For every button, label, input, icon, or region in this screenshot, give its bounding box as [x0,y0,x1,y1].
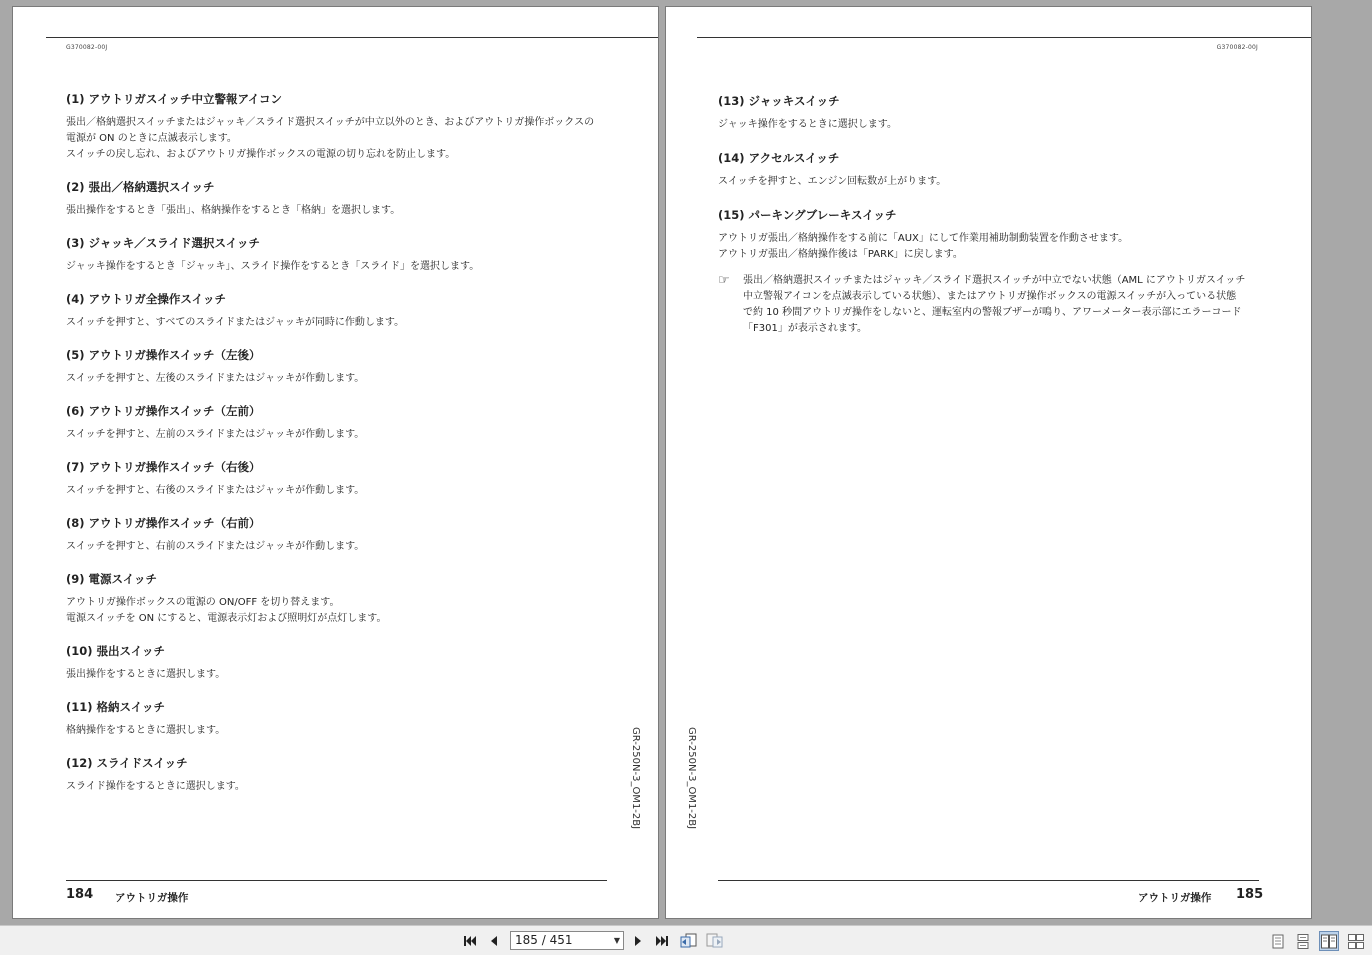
section-text: スイッチを押すと、すべてのスライドまたはジャッキが同時に作動します。 [66,317,405,328]
section-heading: (6) アウトリガ操作スイッチ（左前） [66,404,261,418]
manual-section [718,208,1245,263]
section-heading: (4) アウトリガ全操作スイッチ [66,292,226,306]
footer-rule [718,880,1259,881]
section-spacer [66,443,594,460]
section-text: 格納操作をするときに選択します。 [66,725,226,736]
section-text: アウトリガ操作ボックスの電源の ON/OFF を切り替えます。 [66,597,340,608]
section-heading: (8) アウトリガ操作スイッチ（右前） [66,516,261,530]
section-heading: (10) 張出スイッチ [66,644,166,658]
section-spacer [718,190,1245,208]
section-heading: (15) パーキングブレーキスイッチ [718,208,897,222]
section-heading: (1) アウトリガスイッチ中立警報アイコン [66,92,282,106]
page-number-field[interactable] [510,931,624,950]
viewer-toolbar [0,925,1372,955]
manual-section [66,348,594,387]
note-text: 中立警報アイコンを点滅表示している状態）、またはアウトリガ操作ボックスの電源スイッチが入っている状態 [743,291,1237,302]
manual-section [718,94,1245,133]
side-code: GR-250N-3_OM1-2BJ [686,727,697,830]
first-page-icon [463,934,477,948]
last-page-button[interactable] [652,931,672,951]
section-heading: (13) ジャッキスイッチ [718,94,840,108]
side-code: GR-250N-3_OM1-2BJ [630,727,641,830]
footer-rule [66,880,607,881]
manual-section [66,644,594,683]
section-text: スライド操作をするときに選択します。 [66,781,245,792]
section-spacer [66,275,594,292]
section-text: スイッチを押すと、右前のスライドまたはジャッキが作動します。 [66,541,365,552]
go-forward-view-icon [705,933,723,949]
manual-section [66,756,594,795]
section-spacer [718,133,1245,151]
next-page-icon [631,934,645,948]
left-page [12,6,659,919]
section-spacer [66,387,594,404]
doc-id: G370082-00J [66,44,108,51]
section-spacer [66,739,594,756]
chapter-title: アウトリガ操作 [1138,892,1212,904]
section-text: アウトリガ張出／格納操作後は「PARK」に戻します。 [718,249,963,260]
section-text: 電源が ON のときに点滅表示します。 [66,133,237,144]
manual-section [66,516,594,555]
section-text: スイッチを押すと、左前のスライドまたはジャッキが作動します。 [66,429,365,440]
section-text: スイッチを押すと、左後のスライドまたはジャッキが作動します。 [66,373,365,384]
section-spacer [66,219,594,236]
note-text: 張出／格納選択スイッチまたはジャッキ／スライド選択スイッチが中立でない状態（AML にアウトリガスイッチ [743,275,1246,286]
section-heading: (7) アウトリガ操作スイッチ（右後） [66,460,261,474]
manual-section [66,700,594,739]
section-spacer [66,163,594,180]
first-page-button[interactable] [460,931,480,951]
section-heading: (2) 張出／格納選択スイッチ [66,180,215,194]
single-page-icon [1272,934,1284,949]
section-text: 張出／格納選択スイッチまたはジャッキ／スライド選択スイッチが中立以外のとき、およびアウトリガ操作ボックスの [66,117,595,128]
section-spacer [66,627,594,644]
go-back-view-button[interactable] [679,931,699,951]
header-rule [697,37,1312,38]
two-page-continuous-icon [1348,934,1364,949]
manual-section [66,404,594,443]
next-page-button[interactable] [628,931,648,951]
manual-section [66,92,594,163]
previous-page-icon [487,934,501,948]
section-spacer [66,331,594,348]
section-spacer [66,555,594,572]
section-spacer [718,263,1245,265]
section-heading: (5) アウトリガ操作スイッチ（左後） [66,348,261,362]
continuous-page-icon [1297,934,1309,949]
section-heading: (11) 格納スイッチ [66,700,166,714]
chapter-title: アウトリガ操作 [115,892,189,904]
section-text: 張出操作をするときに選択します。 [66,669,226,680]
page-bottom-rule [46,918,629,919]
page-bottom-rule [697,918,1312,919]
page-number: 185 [1236,887,1264,902]
section-heading: (3) ジャッキ／スライド選択スイッチ [66,236,260,250]
page-number: 184 [66,887,94,902]
section-text: スイッチを押すと、エンジン回転数が上がります。 [718,176,947,187]
two-up-continuous-view-button[interactable] [1346,931,1366,951]
last-page-icon [655,934,669,948]
right-page [665,6,1312,919]
section-text: ジャッキ操作をするときに選択します。 [718,119,897,130]
right-page-content [718,94,1245,337]
section-text: スイッチの戻し忘れ、およびアウトリガ操作ボックスの電源の切り忘れを防止します。 [66,149,456,160]
continuous-view-button[interactable] [1293,931,1313,951]
go-forward-view-button[interactable] [704,931,724,951]
manual-section [718,151,1245,190]
manual-section [66,572,594,627]
note-text: で約 10 秒間アウトリガ操作をしないと、運転室内の警報ブザーが鳴り、アワーメーター表示部にエラーコード [743,307,1242,318]
go-back-view-icon [680,933,698,949]
manual-section [66,292,594,331]
two-up-view-button[interactable] [1319,931,1339,951]
manual-section [66,180,594,219]
doc-id: G370082-00J [1216,44,1258,51]
manual-section [66,460,594,499]
section-text: スイッチを押すと、右後のスライドまたはジャッキが作動します。 [66,485,365,496]
section-spacer [66,499,594,516]
pointing-hand-icon: ☞ [718,273,730,288]
two-page-icon [1321,934,1337,949]
chevron-down-icon[interactable]: ▼ [613,936,620,945]
header-rule [46,37,659,38]
section-heading: (12) スライドスイッチ [66,756,188,770]
section-heading: (9) 電源スイッチ [66,572,158,586]
single-page-view-button[interactable] [1268,931,1288,951]
manual-section [66,236,594,275]
page-number-value: 185 / 451 [515,933,573,947]
section-text: 張出操作をするとき「張出」、格納操作をするとき「格納」を選択します。 [66,205,401,216]
note-text: 「F301」が表示されます。 [743,323,868,334]
section-text: 電源スイッチを ON にすると、電源表示灯および照明灯が点灯します。 [66,613,387,624]
section-text: アウトリガ張出／格納操作をする前に「AUX」にして作業用補助制動装置を作動させます。 [718,233,1129,244]
note-block [718,273,1245,337]
section-heading: (14) アクセルスイッチ [718,151,840,165]
section-text: ジャッキ操作をするとき「ジャッキ」、スライド操作をするとき「スライド」を選択します。 [66,261,480,272]
left-page-content [66,92,594,795]
previous-page-button[interactable] [484,931,504,951]
section-spacer [66,683,594,700]
